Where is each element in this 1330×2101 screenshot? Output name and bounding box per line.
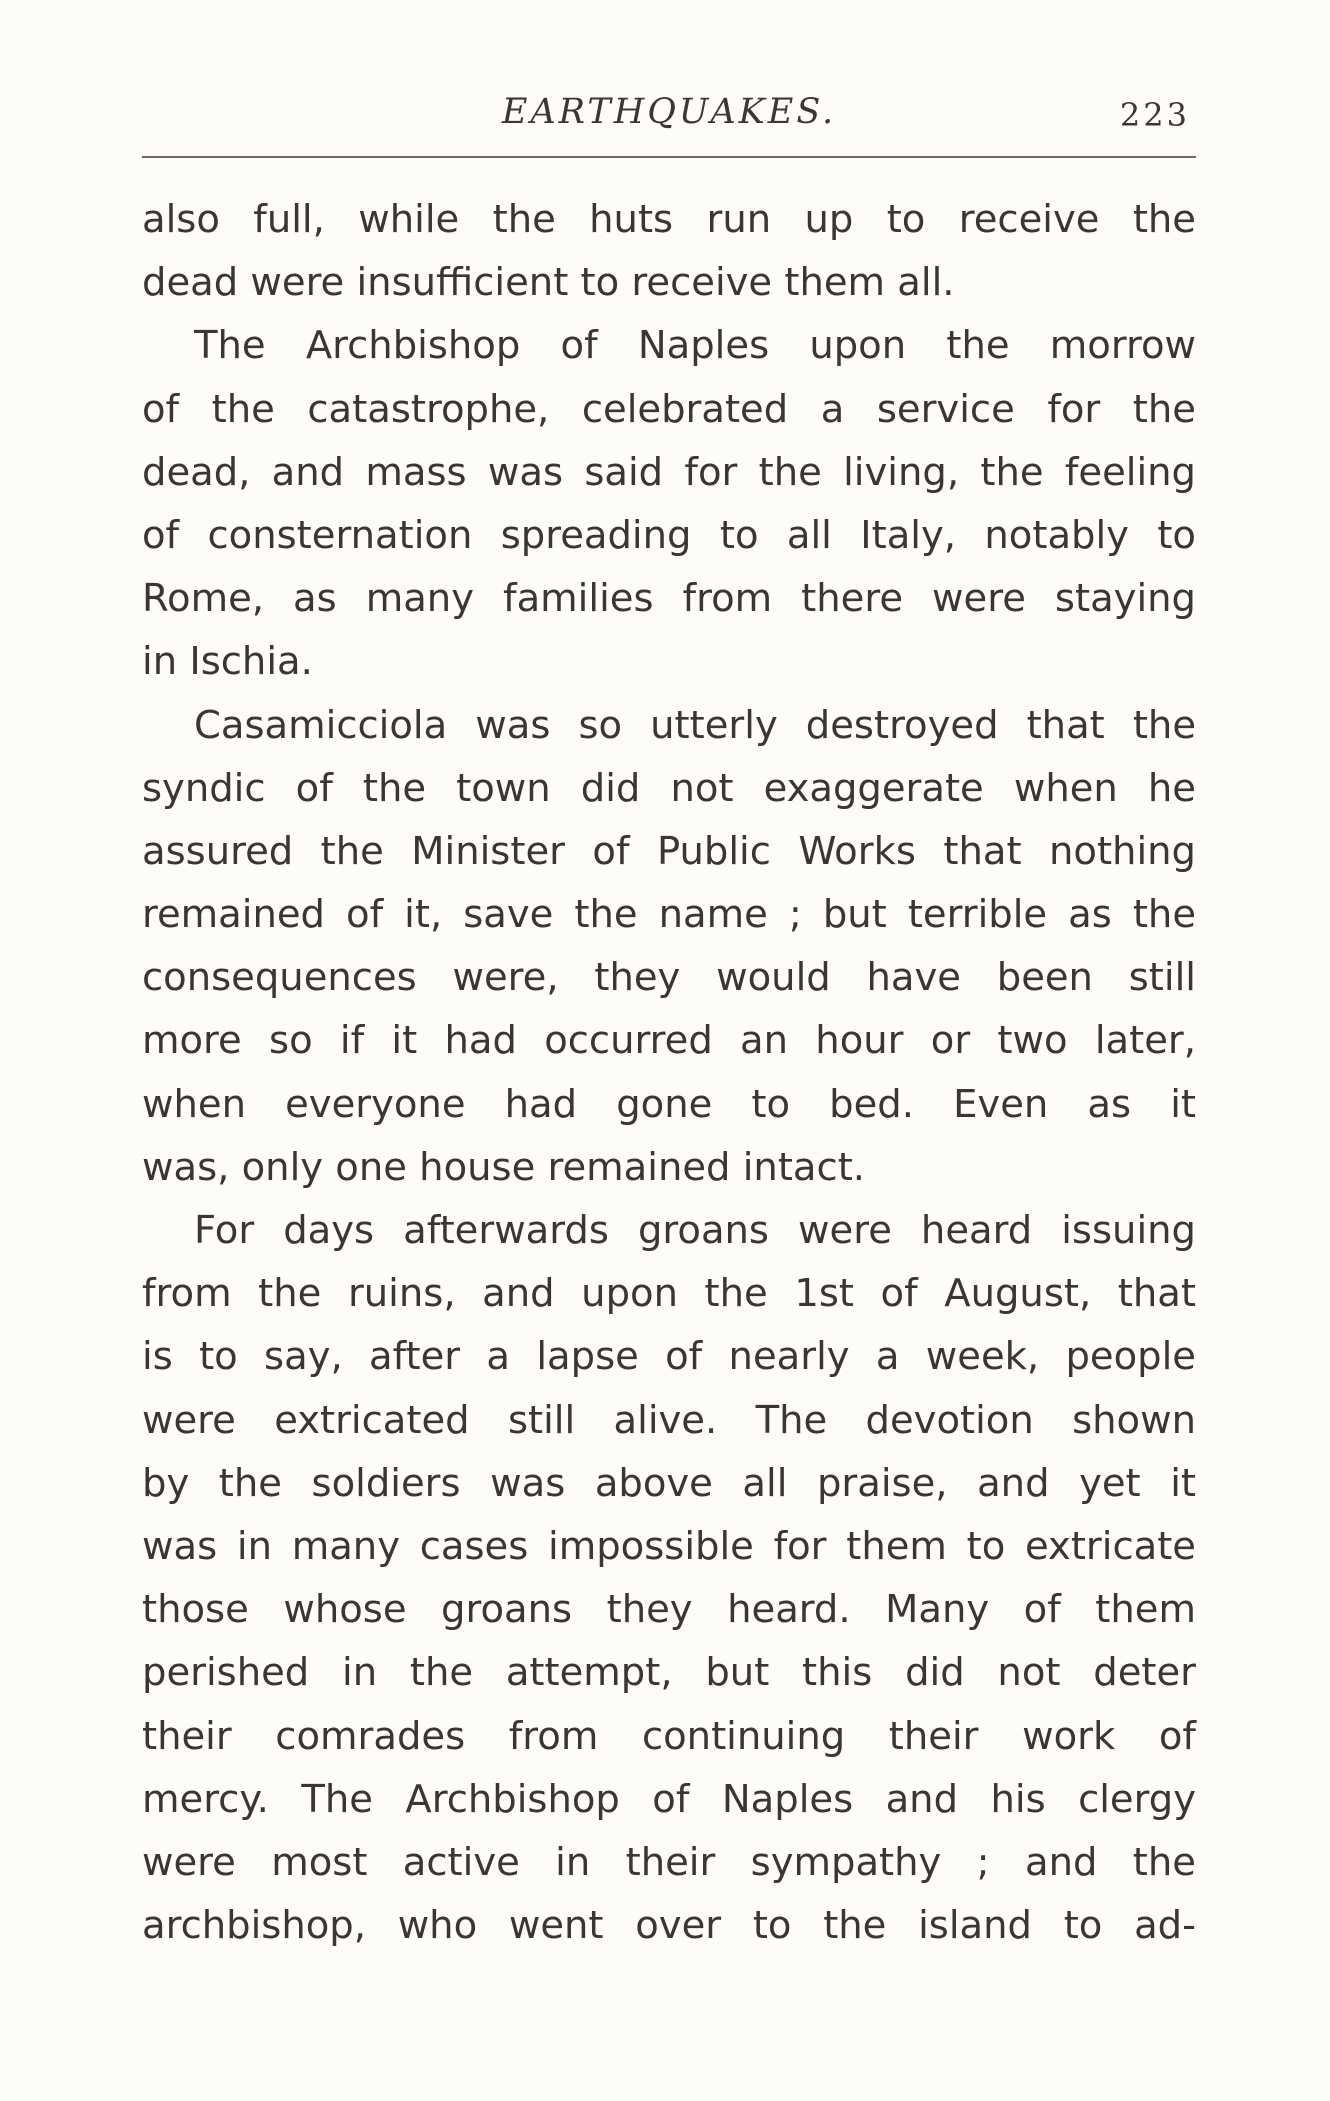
text-line: Casamicciola was so utterly destroyed that the [194,702,1196,748]
text-line: dead were insufficient to receive them all. [142,260,955,306]
text-line: was, only one house remained intact. [142,1144,866,1190]
running-head [142,92,1196,142]
page-number: 223 [1119,96,1190,134]
text-line: is to say, after a lapse of nearly a week, people [142,1334,1196,1380]
text-line: syndic of the town did not exaggerate when he [142,765,1196,811]
text-line: archbishop, who went over to the island to ad- [142,1903,1196,1949]
text-line: mercy. The Archbishop of Naples and his clergy [142,1776,1196,1822]
text-line: were extricated still alive. The devotion shown [142,1397,1196,1443]
text-line: of consternation spreading to all Italy, notably to [142,512,1196,558]
text-line: remained of it, save the name ; but terrible as the [142,892,1196,938]
text-line: by the soldiers was above all praise, and yet it [142,1460,1196,1506]
text-line: also full, while the huts run up to receive the [142,197,1196,242]
text-line: For days afterwards groans were heard issuing [194,1208,1196,1253]
text-line: was in many cases impossible for them to extricate [142,1523,1196,1569]
text-line: The Archbishop of Naples upon the morrow [194,323,1196,369]
text-line: those whose groans they heard. Many of them [142,1587,1196,1633]
text-line: in Ischia. [142,639,313,685]
body-text [142,188,1196,1957]
running-title: EARTHQUAKES. [501,92,837,132]
text-line: were most active in their sympathy ; and the [142,1839,1196,1885]
text-line: dead, and mass was said for the living, the feeling [142,449,1196,495]
text-line: consequences were, they would have been still [142,955,1196,1001]
text-line: of the catastrophe, celebrated a service for the [142,386,1196,432]
text-line: assured the Minister of Public Works that nothing [142,828,1196,874]
text-line: when everyone had gone to bed. Even as it [142,1081,1196,1127]
header-rule [142,156,1196,158]
text-line: Rome, as many families from there were staying [142,576,1196,622]
text-line: their comrades from continuing their work of [142,1713,1196,1759]
text-line: perished in the attempt, but this did not deter [142,1650,1196,1696]
text-line: more so if it had occurred an hour or two later, [142,1018,1196,1064]
text-line: from the ruins, and upon the 1st of August, that [142,1271,1196,1317]
